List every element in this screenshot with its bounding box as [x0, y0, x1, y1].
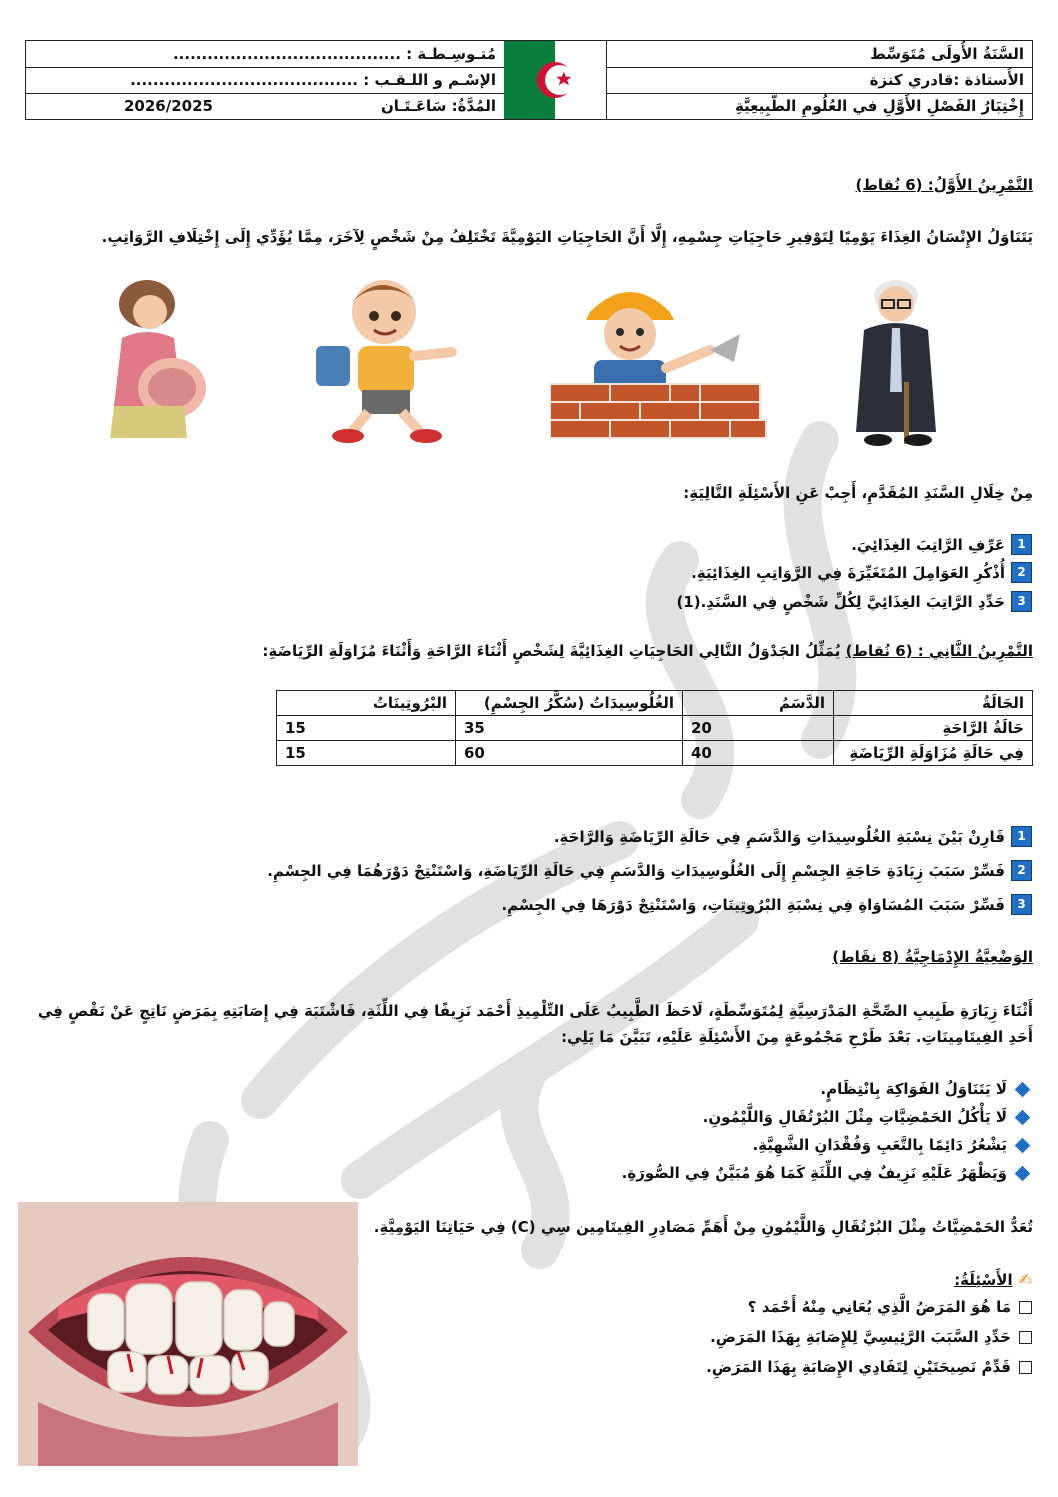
algeria-flag-icon [504, 41, 606, 119]
question-text: حَدِّدِ السَّبَبَ الرَّئِيسِيَّ لِلإِصَابَةِ بِهَذَا المَرَضِ. [710, 1328, 1011, 1346]
ex1-question-3 [676, 591, 1032, 612]
table-header-cell: البْرُوتِينَاتُ [277, 691, 456, 716]
year-label: 2026/2025 [124, 97, 213, 115]
elderly-man-image [848, 272, 948, 448]
questions-title: الأَسْئِلَةُ: [954, 1270, 1013, 1289]
ex2-question-3 [501, 894, 1032, 915]
table-header-cell: الغُلُوسِيدَاتُ (سُكَّرُ الجِسْمِ) [456, 691, 683, 716]
ex1-question-1 [851, 534, 1032, 555]
exercise2-title: التَّمْرِينُ الثَّانِي : (6 نُقاط) [845, 642, 1033, 660]
observation-item [752, 1136, 1032, 1154]
construction-worker-image [550, 272, 770, 442]
observation-text: لَا يَأْكُلُ الحَمْضِيَّاتِ مِثْلَ البُرْتُقَالِ وَاللَّيْمُونِ. [702, 1108, 1007, 1126]
vitamin-note: تُعَدُّ الحَمْضِيَّاتُ مِثْلَ البُرْتُقَالِ وَاللَّيْمُونِ مِنْ أَهَمِّ مَصَادِرِ الفِيتَامِين سِي (C) فِي حَيَاتِنَا اليَوْمِيَّةِ. [373, 1218, 1033, 1236]
table-header-row [277, 691, 1033, 716]
table-row [277, 741, 1033, 766]
teacher-label: الأُستاذة :قادري كنزة [869, 71, 1024, 89]
question-text: حَدِّدِ الرَّاتِبَ الغِذَائِيَّ لِكُلِّ شَخْصٍ فِي السَّنَدِ.(1) [676, 592, 1005, 611]
question-text: أُذْكُرِ العَوَامِلَ المُتَغَيِّرَةَ فِي الرَّوَاتِبِ الغِذَائِيَةِ. [691, 563, 1005, 582]
diamond-bullet-icon [1015, 1109, 1031, 1125]
observation-text: يَشْعُرُ دَائِمًا بِالتَّعَبِ وَفُقْدَانِ الشَّهِيَّةِ. [752, 1136, 1007, 1154]
question-text: قَارِنْ بَيْنَ نِسْبَةِ الغُلُوسِيدَاتِ وَالدَّسَمِ فِي حَالَةِ الرِّيَاضَةِ وَالرَّاحَةِ. [553, 827, 1005, 846]
ex2-question-1 [554, 826, 1032, 847]
table-cell: 15 [277, 741, 456, 766]
observation-text: وَيَظْهَرُ عَلَيْهِ نَزِيفٌ فِي اللِّثَةِ كَمَا هُوَ مُبَيَّنٌ فِي الصُّورَةِ. [621, 1164, 1007, 1182]
diamond-bullet-icon [1015, 1165, 1031, 1181]
name-field[interactable]: الإسْـم و اللـقـب : ........................................ [130, 71, 496, 89]
exercise1-prompt: مِنْ خِلَالِ السَّنَدِ المُقَدَّمِ، أَجِبْ عَنِ الأَسْئِلَةِ التَّالِيَةِ: [683, 484, 1033, 502]
question-number-badge: 2 [1011, 860, 1032, 881]
observation-item [820, 1080, 1032, 1098]
question-text: فَسِّرْ سَبَبَ المُسَاوَاةِ فِي نِسْبَةِ البْرُوتِينَاتِ، وَاسْتَنْتِجْ دَوْرَهَا فِي الجِسْمِ. [501, 895, 1005, 914]
question-text: مَا هُوَ المَرَضُ الَّذِي يُعَانِي مِنْهُ أَحْمَد ؟ [747, 1298, 1011, 1316]
question-number-badge: 3 [1011, 591, 1032, 612]
diamond-bullet-icon [1015, 1081, 1031, 1097]
gum-bleeding-photo [18, 1202, 358, 1466]
pregnant-woman-image [92, 276, 217, 444]
question-number-badge: 2 [1011, 562, 1032, 583]
exercise1-intro: يَتَنَاوَلُ الإِنْسَانُ الغِذَاءَ يَوْمِيًا لِتَوْفِيرِ حَاجِيَاتِ جِسْمِهِ، إِلَّا أَنَّ الحَاجِيَاتِ اليَوْمِيَّةَ تَخْتَلِفُ مِنْ شَخْصٍ لِآخَرَ، مِمَّا يُؤَدِّي إِلَى إِخْتِلَافِ الرَّوَاتِبِ. [101, 228, 1033, 246]
header-table [25, 40, 1033, 120]
observation-item [703, 1108, 1032, 1126]
exercise1-title: التَّمْرِينُ الأَوَّلُ: (6 نُقاط) [855, 176, 1033, 194]
exercise2-intro: يُمَثِّلُ الجَدْوَلُ التَّالِي الحَاجِيَاتِ الغِذَائِيَّةَ لِشَخْصٍ أَثْنَاءَ الرَّاحَةِ وَأَثْنَاءَ مُزَاوَلَةِ الرِّيَاضَةِ: [262, 642, 846, 660]
integration-question-3 [706, 1358, 1032, 1376]
integration-question-1 [748, 1298, 1032, 1316]
checkbox-icon [1019, 1301, 1032, 1314]
table-header-cell: الدَّسَمُ [683, 691, 834, 716]
level-label: السَّنَةُ الأُولَى مُتَوَسِّط [870, 45, 1024, 63]
checkbox-icon [1019, 1331, 1032, 1344]
integration-question-2 [710, 1328, 1032, 1346]
questions-heading [954, 1270, 1032, 1289]
pencil-icon: ✍ [1018, 1270, 1032, 1289]
duration-row [26, 93, 504, 119]
table-cell: فِي حَالَةِ مُزَاوَلَةِ الرِّيَاضَةِ [834, 741, 1033, 766]
integration-title: الوَضْعِيَّةُ الإِدْمَاجِيَّةُ (8 نقَاط) [832, 948, 1033, 966]
ex1-question-2 [691, 562, 1032, 583]
table-cell: 35 [456, 716, 683, 741]
boy-student-image [312, 272, 472, 447]
exercise2-heading [262, 642, 1033, 660]
question-number-badge: 1 [1011, 534, 1032, 555]
nutrition-table [276, 690, 1033, 766]
school-field[interactable]: مُتـوسِـطـة : ........................................ [172, 45, 496, 63]
question-text: قَدِّمْ نَصِيحَتَيْنِ لِتَفَادِي الإِصَابَةِ بِهَذَا المَرَضِ. [706, 1358, 1011, 1376]
table-cell: حَالَةُ الرَّاحَةِ [834, 716, 1033, 741]
table-cell: 60 [456, 741, 683, 766]
question-text: عَرِّفِ الرَّاتِبَ الغِذَائِيَ. [851, 535, 1005, 554]
question-number-badge: 3 [1011, 894, 1032, 915]
table-cell: 40 [683, 741, 834, 766]
integration-intro: أَثْنَاءَ زِيَارَةِ طَبِيبِ الصِّحَّةِ المَدْرَسِيَّةِ لِمُتَوَسِّطَةٍ، لَاحَظَ الطَّبِيبُ عَلَى التِّلْمِيذِ أَحْمَد نَزِيفًا فِي اللِّثَةِ، فَاشْتَبَهَ فِي إِصَابَتِهِ بِمَرَضٍ نَاتِجٍ عَنْ نَقْصٍ فِي أَحَدِ الفِيتَامِينَاتِ. بَعْدَ طَرْحِ مَجْمُوعَةٍ مِنَ الأَسْئِلَةِ عَلَيْهِ، تَبَيَّنَ مَا يَلِي: [37, 1002, 1033, 1046]
observation-text: لَا يَتَنَاوَلُ الفَوَاكِهَ بِانْتِظَامٍ. [820, 1080, 1007, 1098]
question-number-badge: 1 [1011, 826, 1032, 847]
table-cell: 15 [277, 716, 456, 741]
table-row [277, 716, 1033, 741]
exam-title: إِخْتِبَارُ الفَصْلِ الأَوَّلِ في العُلُومِ الطَّبِيعِيَّةِ [734, 97, 1024, 115]
diamond-bullet-icon [1015, 1137, 1031, 1153]
table-header-cell: الحَالَةُ [834, 691, 1033, 716]
question-text: فَسِّرْ سَبَبَ زِيَادَةِ حَاجَةِ الجِسْمِ إِلَى الغُلُوسِيدَاتِ وَالدَّسَمِ فِي حَالَةِ الرِّيَاضَةِ، وَاسْتَنْتِجْ دَوْرَهُمَا فِي الجِسْمِ. [267, 861, 1005, 880]
table-cell: 20 [683, 716, 834, 741]
checkbox-icon [1019, 1361, 1032, 1374]
duration-label: المُدَّةُ: سَاعَـتَـان [380, 97, 496, 115]
observation-item [622, 1164, 1032, 1182]
ex2-question-2 [267, 860, 1032, 881]
